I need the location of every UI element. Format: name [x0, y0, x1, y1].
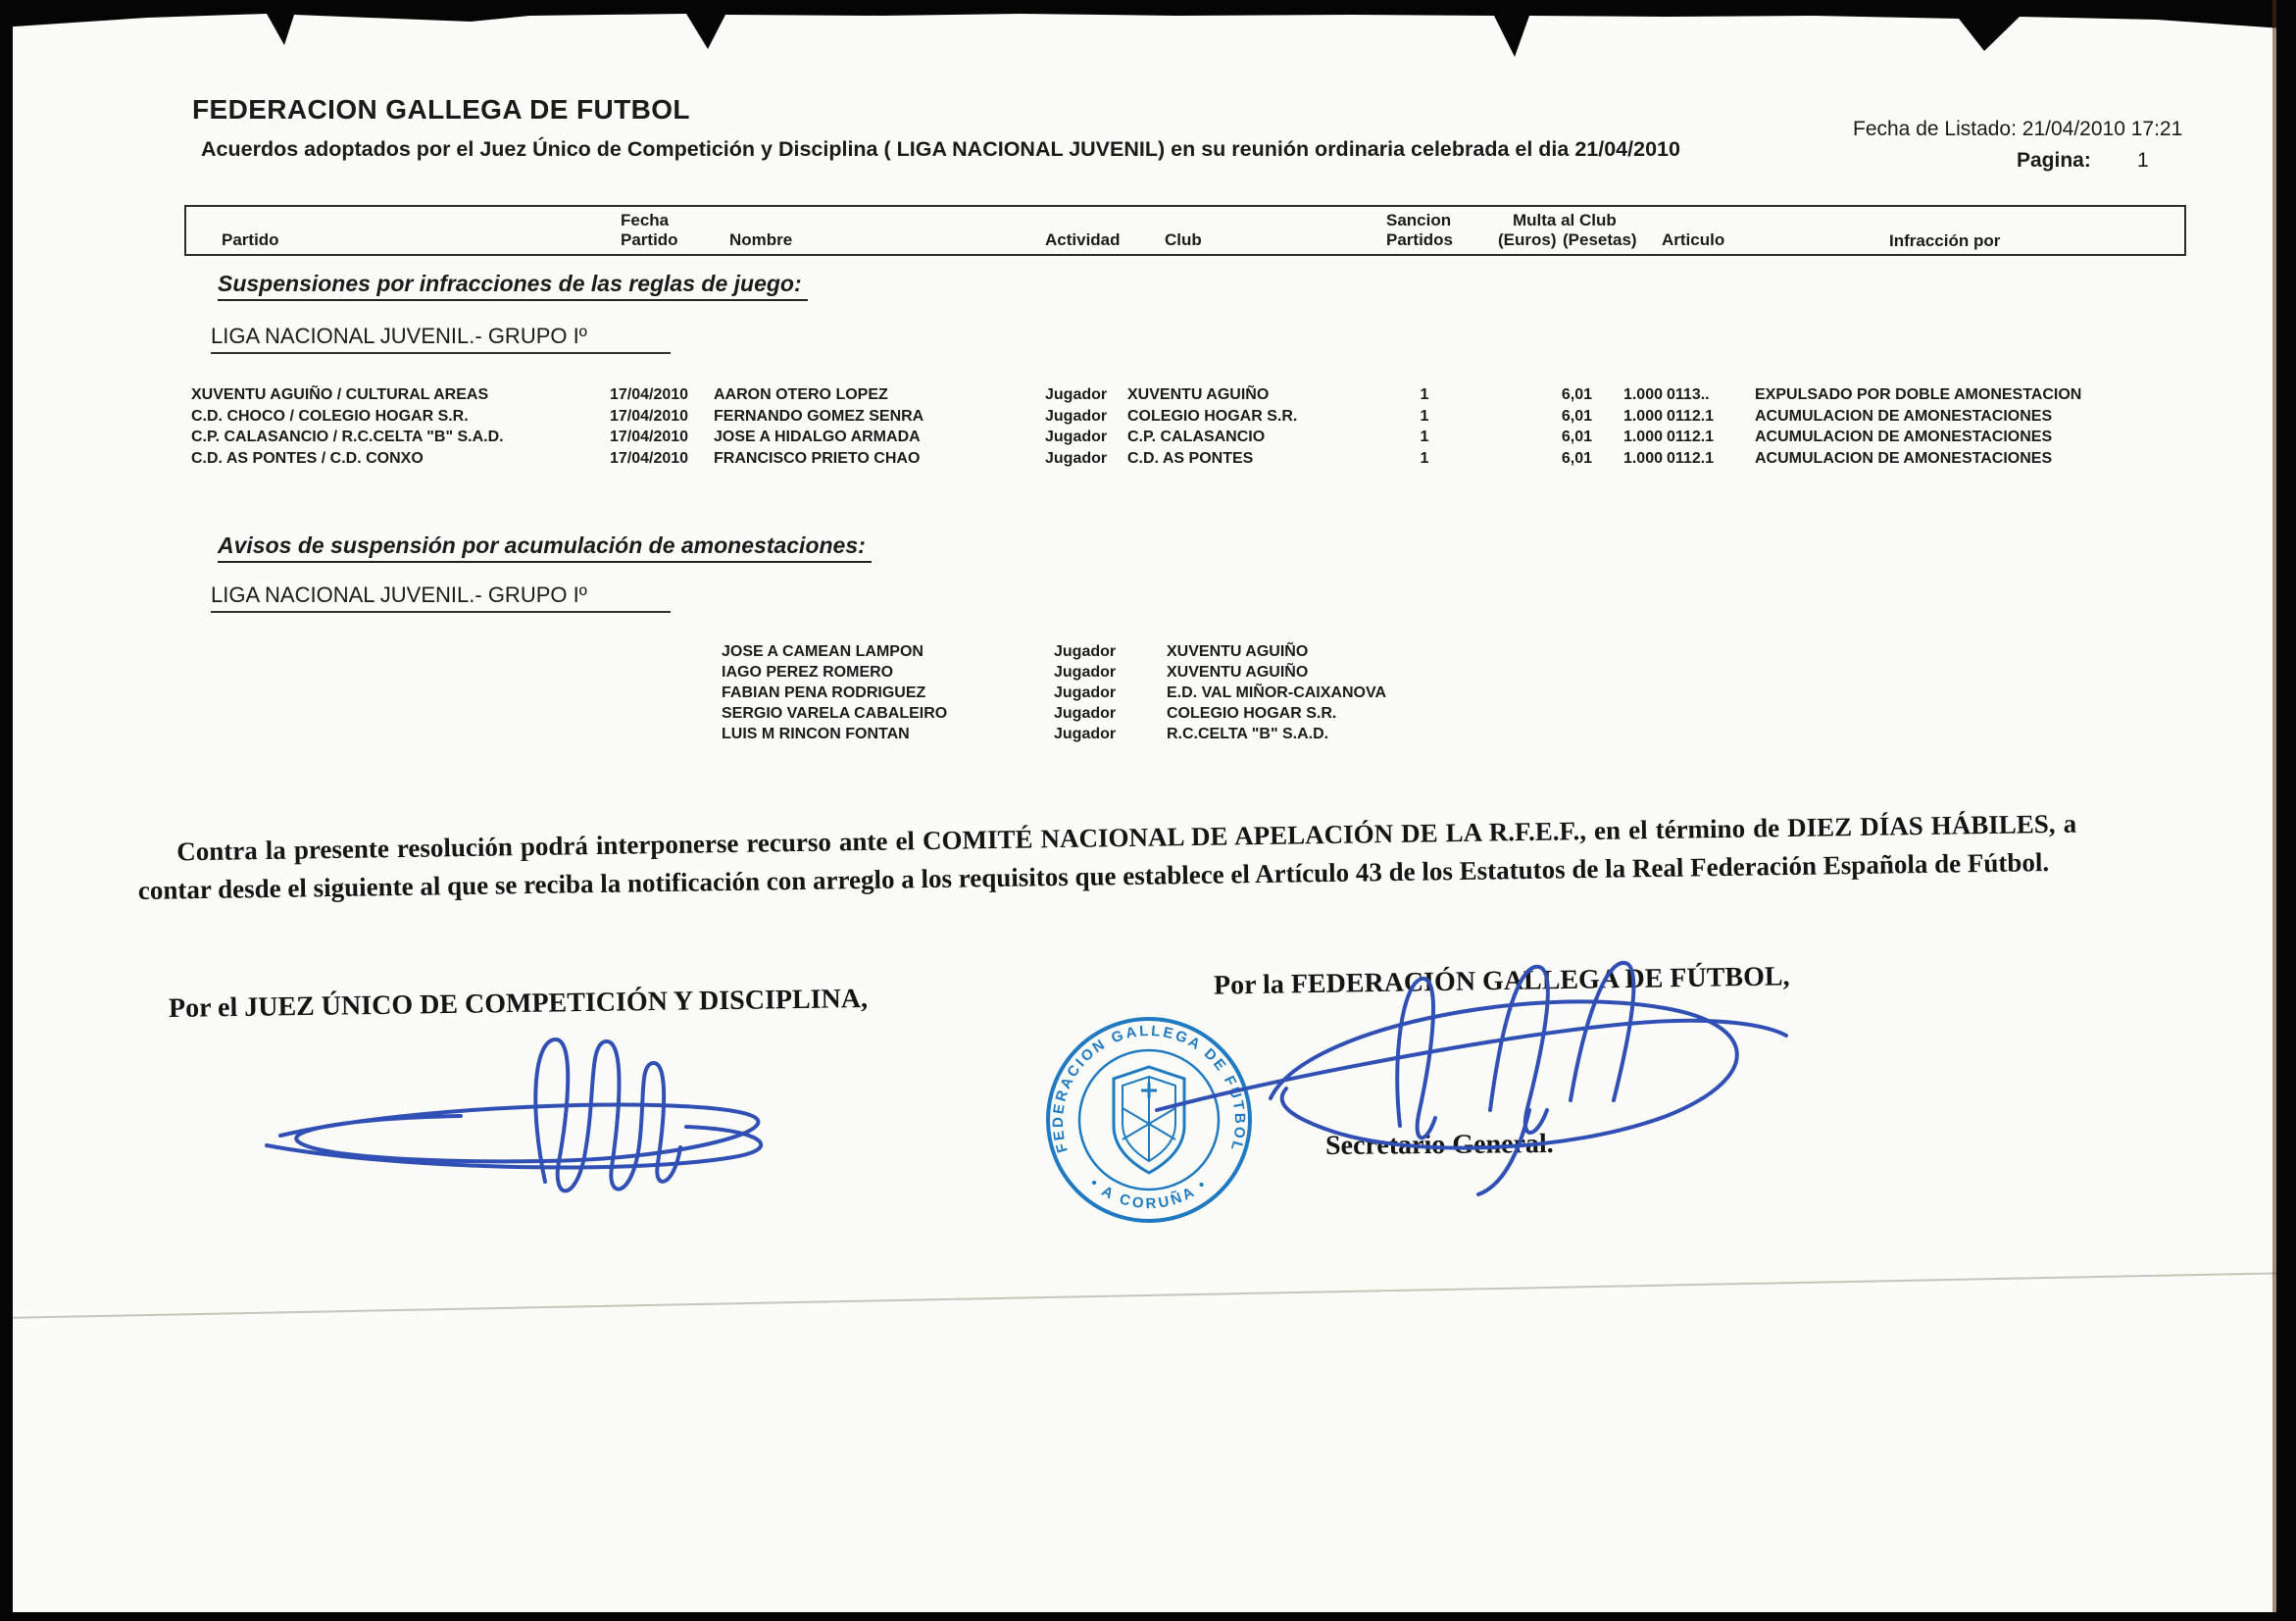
- left-signature-label: Por el JUEZ ÚNICO DE COMPETICIÓN Y DISCIPLINA,: [168, 984, 869, 1024]
- cell-fecha: 17/04/2010: [610, 386, 689, 403]
- col-multa: Multa al Club: [1513, 211, 1617, 229]
- col-fecha-2: Partido: [621, 230, 678, 249]
- stamp-text-bottom: • A CORUÑA •: [1086, 1175, 1212, 1213]
- list-item: [0, 643, 2296, 664]
- list-item: [0, 684, 2296, 705]
- right-signature-label: Por la FEDERACIÓN GALLEGA DE FÚTBOL,: [1213, 961, 1790, 1001]
- cell-nombre: FERNANDO GOMEZ SENRA: [714, 407, 924, 425]
- section-suspensiones-heading: Suspensiones por infracciones de las reglas de juego:: [218, 271, 808, 297]
- cell-club: XUVENTU AGUIÑO: [1167, 664, 1309, 681]
- secretario-general-label: Secretario General.: [1324, 1128, 1554, 1162]
- table-header-box: [184, 205, 2186, 256]
- cell-partido: C.D. CHOCO / COLEGIO HOGAR S.R.: [191, 407, 469, 425]
- table-row: [0, 450, 2296, 472]
- cell-articulo: 0112.1: [1667, 407, 1715, 425]
- section-avisos-grupo: LIGA NACIONAL JUVENIL.- GRUPO Iº: [211, 583, 671, 608]
- cell-euros: 6,01: [1561, 407, 1592, 425]
- pagina-value: 1: [2137, 149, 2149, 172]
- cell-club: COLEGIO HOGAR S.R.: [1127, 407, 1298, 425]
- col-infraccion: Infracción por: [1889, 231, 2001, 250]
- cell-pesetas: 1.000: [1622, 429, 1663, 445]
- page-subtitle: Acuerdos adoptados por el Juez Único de Competición y Disciplina ( LIGA NACIONAL JUVENIL) en su reunión ordinaria celebrada el dia 21/04/2010: [201, 137, 1680, 161]
- cell-actividad: Jugador: [1054, 705, 1117, 722]
- cell-club: C.D. AS PONTES: [1127, 449, 1254, 467]
- federation-stamp: [1048, 1019, 1250, 1221]
- right-edge-tint: [2272, 0, 2276, 1621]
- col-articulo: Articulo: [1662, 230, 1725, 249]
- resolution-paragraph: Contra la presente resolución podrá interponerse recurso ante el COMITÉ NACIONAL DE APELACIÓN DE LA R.F.E.F., en el término de DIEZ DÍAS HÁBILES, a contar desde el siguiente al que se reciba la notificación con arreglo a los requisitos que establece el Artículo 43 de los Estatutos de la Real Federación Española de Fútbol.: [137, 808, 2077, 905]
- pagina-label: Pagina:: [2017, 149, 2091, 172]
- left-scan-edge: [0, 0, 13, 1621]
- left-signature: [267, 1039, 761, 1190]
- cell-fecha: 17/04/2010: [610, 449, 689, 467]
- suspensiones-rows: [0, 386, 2296, 471]
- cell-nombre: JOSE A HIDALGO ARMADA: [714, 429, 921, 445]
- cell-actividad: Jugador: [1045, 386, 1108, 403]
- cell-infraccion: ACUMULACION DE AMONESTACIONES: [1755, 407, 2053, 425]
- cell-nombre: IAGO PEREZ ROMERO: [722, 664, 894, 681]
- cell-partido: C.P. CALASANCIO / R.C.CELTA "B" S.A.D.: [191, 429, 504, 445]
- cell-euros: 6,01: [1561, 386, 1592, 403]
- table-row: [0, 408, 2296, 430]
- cell-euros: 6,01: [1561, 449, 1592, 467]
- cell-pesetas: 1.000: [1622, 449, 1663, 467]
- cell-actividad: Jugador: [1054, 643, 1117, 660]
- cell-club: R.C.CELTA "B" S.A.D.: [1167, 726, 1329, 742]
- cell-pesetas: 1.000: [1622, 407, 1663, 425]
- cell-sancion: 1: [1420, 407, 1429, 425]
- cell-nombre: LUIS M RINCON FONTAN: [722, 726, 910, 742]
- fecha-listado: Fecha de Listado: 21/04/2010 17:21: [1853, 118, 2183, 140]
- cell-nombre: FABIAN PENA RODRIGUEZ: [722, 684, 926, 701]
- list-item: [0, 664, 2296, 684]
- cell-sancion: 1: [1420, 449, 1429, 467]
- section-avisos-heading: Avisos de suspensión por acumulación de amonestaciones:: [218, 532, 872, 559]
- svg-text:FEDERACION GALLEGA DE FUTBOL: [1050, 1023, 1248, 1154]
- cell-actividad: Jugador: [1045, 407, 1108, 425]
- cell-infraccion: ACUMULACION DE AMONESTACIONES: [1755, 429, 2053, 445]
- cell-articulo: 0112.1: [1667, 449, 1715, 467]
- cell-sancion: 1: [1420, 386, 1429, 403]
- cell-club: XUVENTU AGUIÑO: [1167, 643, 1309, 660]
- cell-nombre: JOSE A CAMEAN LAMPON: [722, 643, 923, 660]
- cell-nombre: FRANCISCO PRIETO CHAO: [714, 449, 921, 467]
- cell-club: E.D. VAL MIÑOR-CAIXANOVA: [1167, 684, 1387, 701]
- cell-infraccion: EXPULSADO POR DOBLE AMONESTACION: [1755, 386, 2082, 403]
- cell-actividad: Jugador: [1045, 449, 1108, 467]
- stamp-text-top: FEDERACION GALLEGA DE FUTBOL: [1049, 1022, 1249, 1155]
- paper-fold-line: [0, 1273, 2296, 1318]
- col-nombre: Nombre: [729, 230, 793, 249]
- cell-partido: C.D. AS PONTES / C.D. CONXO: [191, 449, 424, 467]
- list-item: [0, 705, 2296, 726]
- torn-top-edge: [0, 0, 2296, 57]
- cell-fecha: 17/04/2010: [610, 407, 689, 425]
- cell-club: COLEGIO HOGAR S.R.: [1167, 705, 1337, 722]
- cell-actividad: Jugador: [1045, 429, 1108, 445]
- cell-club: XUVENTU AGUIÑO: [1127, 386, 1270, 403]
- cell-articulo: 0112.1: [1667, 429, 1715, 445]
- cell-nombre: AARON OTERO LOPEZ: [714, 386, 888, 403]
- table-row: [0, 386, 2296, 408]
- cell-actividad: Jugador: [1054, 726, 1117, 742]
- col-fecha-1: Fecha: [621, 211, 670, 229]
- avisos-rows: [0, 643, 2296, 746]
- right-scan-edge: [2276, 0, 2296, 1621]
- stamp-shield-icon: [1114, 1067, 1184, 1173]
- col-sancion-2: Partidos: [1386, 230, 1454, 249]
- cell-fecha: 17/04/2010: [610, 429, 689, 445]
- cell-pesetas: 1.000: [1622, 386, 1663, 403]
- cell-euros: 6,01: [1561, 429, 1592, 445]
- cell-sancion: 1: [1420, 429, 1429, 445]
- col-actividad: Actividad: [1045, 230, 1121, 249]
- table-row: [0, 429, 2296, 450]
- cell-actividad: Jugador: [1054, 664, 1117, 681]
- col-club: Club: [1165, 230, 1202, 249]
- list-item: [0, 726, 2296, 746]
- cell-actividad: Jugador: [1054, 684, 1117, 701]
- cell-infraccion: ACUMULACION DE AMONESTACIONES: [1755, 449, 2053, 467]
- col-partido: Partido: [222, 230, 279, 249]
- page-title: FEDERACION GALLEGA DE FUTBOL: [192, 94, 690, 125]
- cell-nombre: SERGIO VARELA CABALEIRO: [722, 705, 948, 722]
- cell-partido: XUVENTU AGUIÑO / CULTURAL AREAS: [191, 386, 489, 403]
- section-suspensiones-grupo: LIGA NACIONAL JUVENIL.- GRUPO Iº: [211, 324, 671, 349]
- col-pesetas: (Pesetas): [1563, 230, 1637, 249]
- cell-club: C.P. CALASANCIO: [1127, 429, 1266, 445]
- col-euros: (Euros): [1498, 230, 1557, 249]
- bottom-scan-edge: [0, 1612, 2296, 1621]
- cell-articulo: 0113..: [1667, 386, 1710, 403]
- col-sancion-1: Sancion: [1386, 211, 1452, 229]
- svg-text:• A CORUÑA •: [1086, 1175, 1211, 1212]
